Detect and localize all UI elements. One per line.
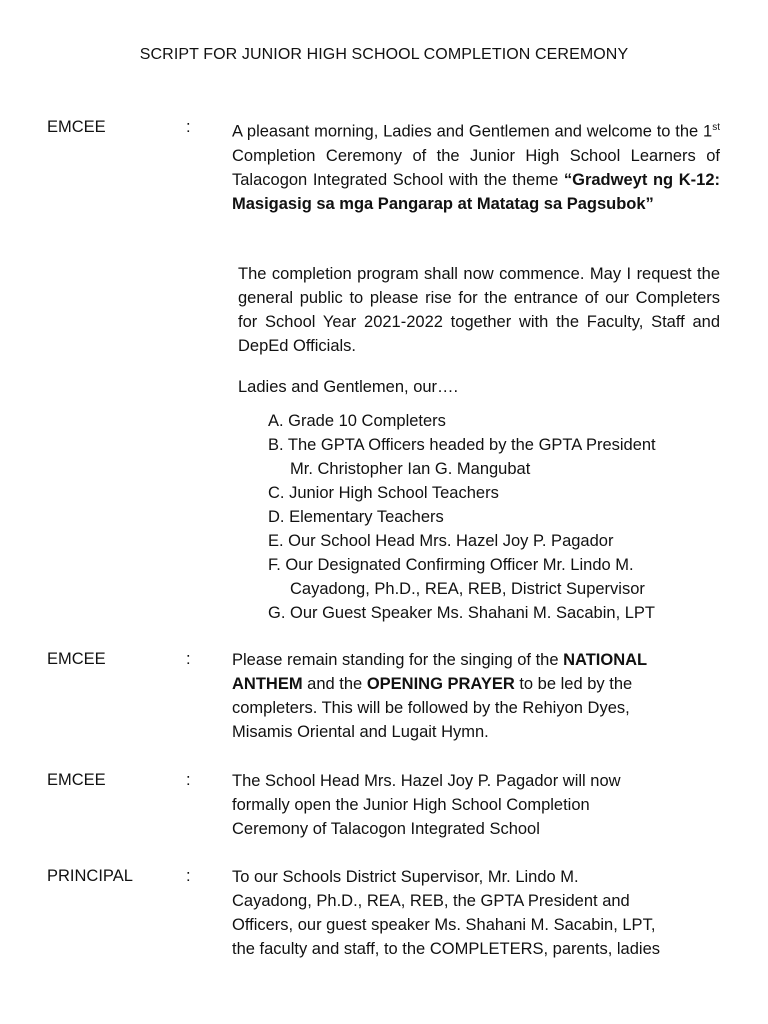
speaker-label: EMCEE [47, 771, 106, 789]
document-title: SCRIPT FOR JUNIOR HIGH SCHOOL COMPLETION CEREMONY [139, 46, 629, 63]
list-item: C. Junior High School Teachers [268, 484, 499, 502]
principal-paragraph: To our Schools District Supervisor, Mr. Lindo M. Cayadong, Ph.D., REA, REB, the GPTA President and Officers, our guest speaker Ms. Shahani M. Sacabin, LPT, the faculty and staff, to the COMPLETERS, parents, ladies [232, 868, 660, 958]
speaker-label: EMCEE [47, 650, 106, 668]
speaker-colon: : [186, 771, 191, 789]
speaker-colon: : [186, 867, 191, 885]
list-item: B. The GPTA Officers headed by the GPTA President Mr. Christopher Ian G. Mangubat [268, 436, 656, 478]
list-item: D. Elementary Teachers [268, 508, 444, 526]
anthem-paragraph: Please remain standing for the singing of the NATIONAL ANTHEM and the OPENING PRAYER to be led by the completers. This will be followed by the Rehiyon Dyes, Misamis Oriental and Lugait Hymn. [232, 651, 648, 741]
welcome-paragraph [232, 116, 720, 216]
introduction-line: Ladies and Gentlemen, our…. [238, 378, 459, 396]
commencement-paragraph: The completion program shall now commence. May I request the general public to please rise for the entrance of our Completers for School Year 2021-2022 together with the Faculty, Staff and DepEd Officials. [238, 265, 720, 355]
speaker-colon: : [186, 118, 191, 136]
list-item: F. Our Designated Confirming Officer Mr. Lindo M. Cayadong, Ph.D., REA, REB, District Supervisor [268, 556, 645, 598]
list-item: E. Our School Head Mrs. Hazel Joy P. Pagador [268, 532, 614, 550]
ceremony-theme: “Gradweyt ng K-12: Masigasig sa mga Pangarap at Matatag sa Pagsubok” [232, 170, 720, 213]
list-item: G. Our Guest Speaker Ms. Shahani M. Sacabin, LPT [268, 604, 656, 622]
speaker-label: PRINCIPAL [47, 867, 133, 885]
welcome-text-start: A pleasant morning, Ladies and Gentlemen and welcome to the 1 [232, 122, 713, 141]
speaker-colon: : [186, 650, 191, 668]
welcome-text-middle: Completion Ceremony of the Junior High School Learners of Talacogon Integrated School with the theme [232, 146, 720, 189]
opening-paragraph: The School Head Mrs. Hazel Joy P. Pagador will now formally open the Junior High School Completion Ceremony of Talacogon Integrated School [232, 772, 621, 838]
speaker-label: EMCEE [47, 118, 106, 136]
ordinal-suffix: st [712, 122, 720, 133]
list-item: A. Grade 10 Completers [268, 412, 446, 430]
entrance-list [268, 409, 656, 625]
